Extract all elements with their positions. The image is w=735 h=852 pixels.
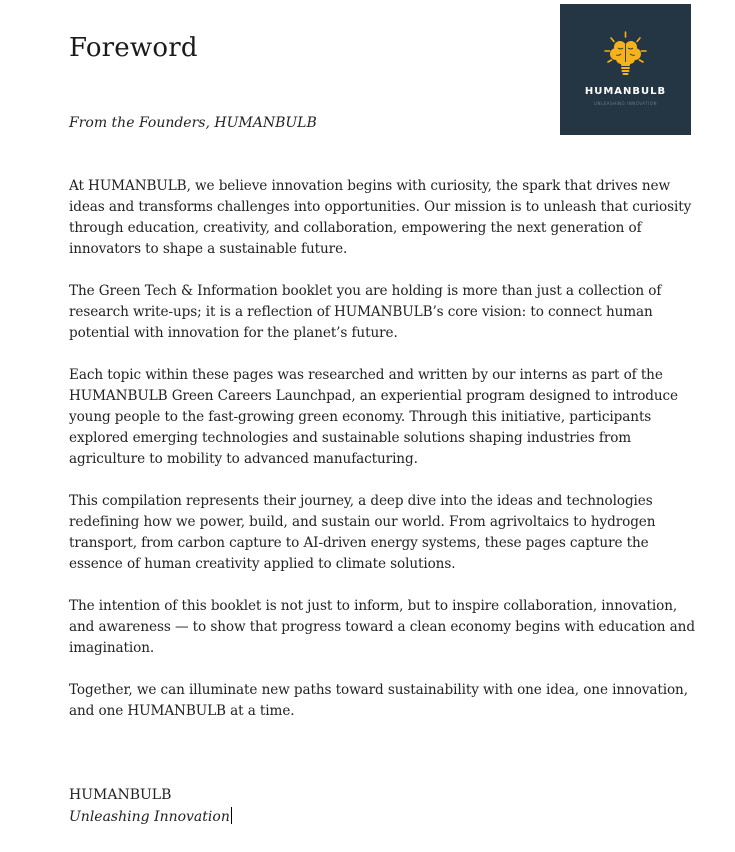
brain-lightbulb-icon bbox=[560, 4, 691, 135]
page-title: Foreword bbox=[69, 33, 198, 63]
signature-motto-line[interactable] bbox=[69, 806, 232, 828]
paragraph: Each topic within these pages was researched and written by our interns as part of the HUMANBULB Green Careers Launchpad, an experiential program designed to introduce young people to the fast-growing green economy. Through this initiative, participants explored emerging technologies and sustainable solutions shaping industries from agriculture to mobility to advanced manufacturing. bbox=[69, 367, 678, 467]
paragraph: The intention of this booklet is not just to inform, but to inspire collaboration, innovation, and awareness — to show that progress toward a clean economy begins with education and imagination. bbox=[69, 598, 695, 656]
signature-motto: Unleashing Innovation bbox=[69, 809, 230, 825]
signature-name: HUMANBULB bbox=[69, 787, 172, 803]
paragraph: At HUMANBULB, we believe innovation begins with curiosity, the spark that drives new ideas and transforms challenges into opportunities. Our mission is to unleash that curiosity through education, creativity, and collaboration, empowering the next generation of innovators to shape a sustainable future. bbox=[69, 178, 692, 257]
paragraph: This compilation represents their journey, a deep dive into the ideas and technologies redefining how we power, build, and sustain our world. From agrivoltaics to hydrogen transport, from carbon capture to AI-driven energy systems, these pages capture the essence of human creativity applied to climate solutions. bbox=[69, 493, 656, 572]
paragraph: Together, we can illuminate new paths toward sustainability with one idea, one innovation, and one HUMANBULB at a time. bbox=[69, 682, 688, 719]
company-logo bbox=[560, 4, 691, 135]
paragraph: The Green Tech & Information booklet you are holding is more than just a collection of research write-ups; it is a reflection of HUMANBULB’s core vision: to connect human potential with innovation for the planet’s future. bbox=[69, 283, 662, 341]
logo-tagline: UNLEASHING INNOVATION bbox=[594, 101, 657, 106]
page-subtitle: From the Founders, HUMANBULB bbox=[69, 115, 317, 131]
text-cursor bbox=[231, 807, 232, 824]
foreword-body bbox=[69, 176, 697, 743]
signature-block bbox=[69, 784, 232, 828]
logo-wordmark: HUMANBULB bbox=[584, 86, 667, 97]
